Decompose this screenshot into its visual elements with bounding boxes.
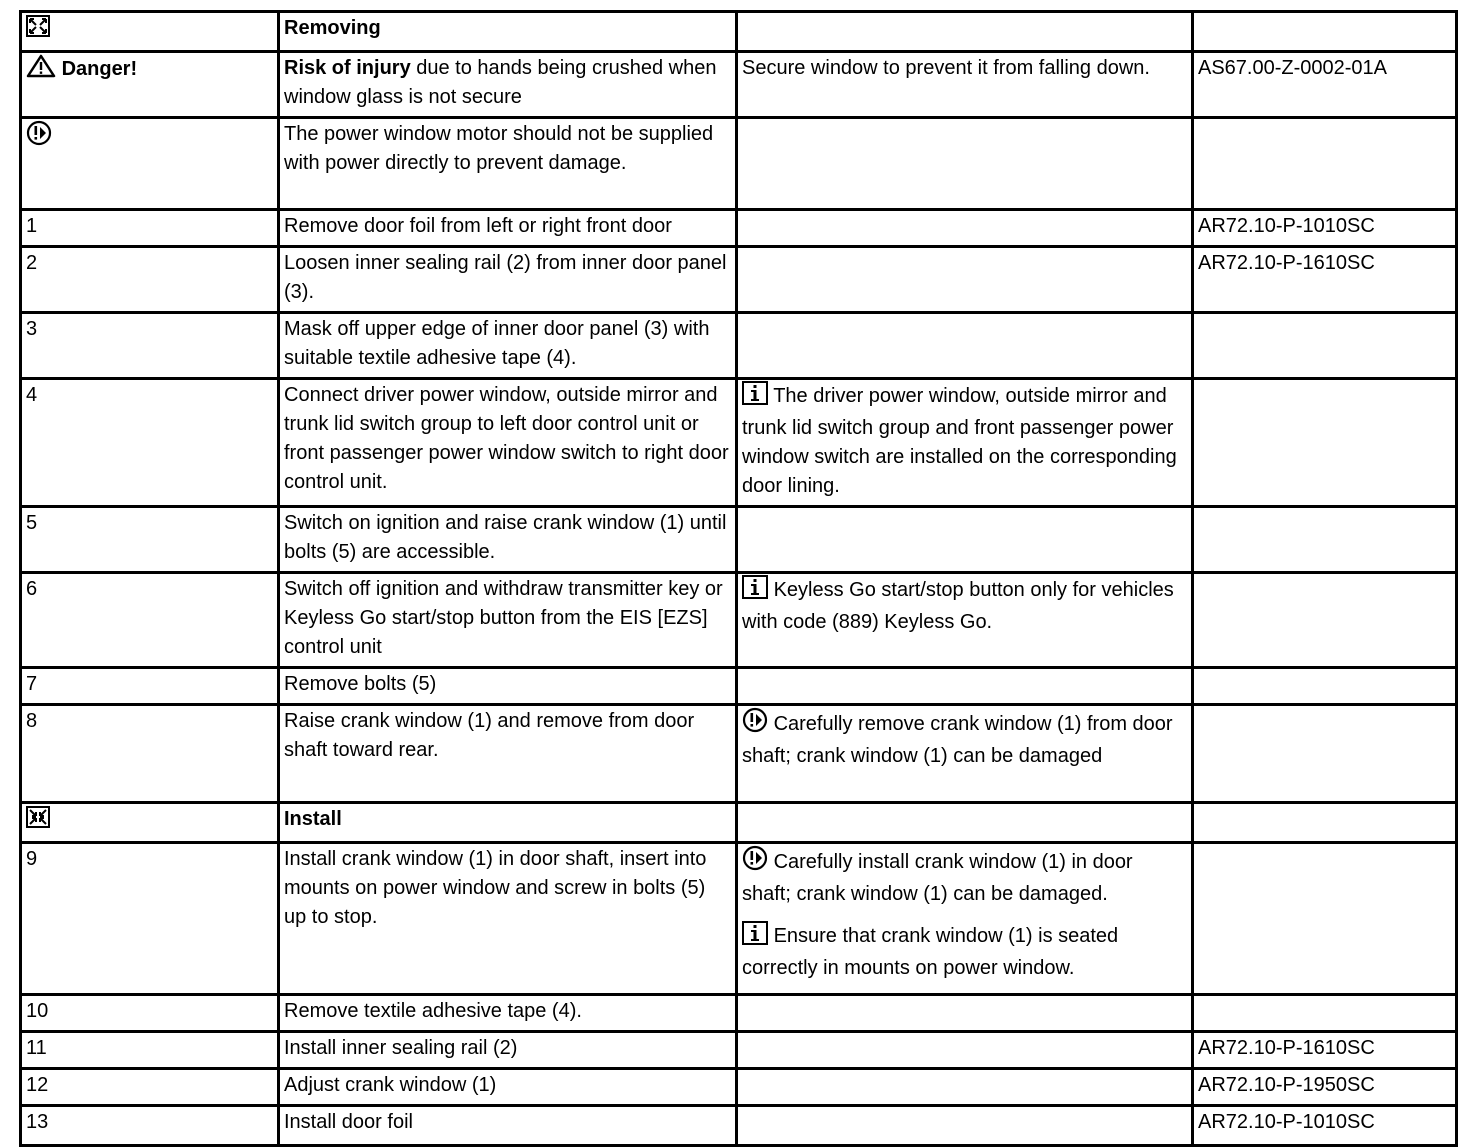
step-note: Keyless Go start/stop button only for vehicles with code (889) Keyless Go. (742, 579, 1174, 633)
danger-row (21, 52, 1457, 118)
step-text: Install inner sealing rail (2) (279, 1032, 737, 1069)
step-ref: AR72.10-P-1950SC (1193, 1069, 1457, 1106)
notice-icon (742, 707, 768, 742)
step-number: 3 (21, 313, 279, 379)
step-row (21, 668, 1457, 705)
step-note: Carefully remove crank window (1) from door shaft; crank window (1) can be damaged (742, 713, 1173, 767)
step-number: 6 (21, 573, 279, 668)
procedure-table (19, 10, 1458, 1147)
step-text: Adjust crank window (1) (279, 1069, 737, 1106)
step-text: Remove bolts (5) (279, 668, 737, 705)
notice-text: The power window motor should not be supplied with power directly to prevent damage. (279, 118, 737, 210)
notice-icon (742, 845, 768, 880)
step-row (21, 1032, 1457, 1069)
step-row (21, 1106, 1457, 1146)
step-row (21, 313, 1457, 379)
step-row (21, 507, 1457, 573)
step-text: Remove textile adhesive tape (4). (279, 995, 737, 1032)
step-ref: AR72.10-P-1010SC (1193, 210, 1457, 247)
step-number: 8 (21, 705, 279, 803)
step-row (21, 247, 1457, 313)
step-number: 9 (21, 843, 279, 995)
notice-row (21, 118, 1457, 210)
risk-label: Risk of injury (284, 57, 411, 79)
step-note-2: Ensure that crank window (1) is seated correctly in mounts on power window. (742, 925, 1119, 979)
info-icon (742, 921, 768, 954)
step-row (21, 379, 1457, 507)
step-number: 10 (21, 995, 279, 1032)
step-number: 13 (21, 1106, 279, 1146)
warning-triangle-icon (26, 54, 56, 87)
step-note: Carefully install crank window (1) in door shaft; crank window (1) can be damaged. (742, 851, 1133, 905)
section-header-removing (21, 12, 1457, 52)
step-row (21, 843, 1457, 995)
section-title: Install (279, 803, 737, 843)
step-ref: AR72.10-P-1010SC (1193, 1106, 1457, 1146)
step-ref: AR72.10-P-1610SC (1193, 247, 1457, 313)
notice-icon (26, 120, 52, 155)
step-row (21, 705, 1457, 803)
info-icon (742, 575, 768, 608)
info-icon (742, 381, 768, 414)
step-text: Connect driver power window, outside mirror and trunk lid switch group to left door control unit or front passenger power window switch to right door control unit. (279, 379, 737, 507)
step-ref: AR72.10-P-1610SC (1193, 1032, 1457, 1069)
step-text: Install door foil (279, 1106, 737, 1146)
section-title: Removing (279, 12, 737, 52)
step-text: Raise crank window (1) and remove from door shaft toward rear. (279, 705, 737, 803)
step-text: Remove door foil from left or right front door (279, 210, 737, 247)
step-row (21, 1069, 1457, 1106)
step-number: 12 (21, 1069, 279, 1106)
danger-ref: AS67.00-Z-0002-01A (1193, 52, 1457, 118)
step-number: 1 (21, 210, 279, 247)
step-note: The driver power window, outside mirror and trunk lid switch group and front passenger power window switch are installed on the corresponding door lining. (742, 385, 1177, 497)
step-number: 11 (21, 1032, 279, 1069)
danger-measure: Secure window to prevent it from falling down. (737, 52, 1193, 118)
step-row (21, 210, 1457, 247)
step-number: 4 (21, 379, 279, 507)
step-row (21, 573, 1457, 668)
step-text: Switch on ignition and raise crank window (1) until bolts (5) are accessible. (279, 507, 737, 573)
risk-text: due to hands being crushed when window glass is not secure (284, 57, 717, 108)
install-icon (26, 806, 50, 837)
section-header-install (21, 803, 1457, 843)
step-row (21, 995, 1457, 1032)
step-text: Install crank window (1) in door shaft, insert into mounts on power window and screw in bolts (5) up to stop. (279, 843, 737, 995)
step-number: 7 (21, 668, 279, 705)
danger-label: Danger! (61, 58, 138, 80)
step-number: 5 (21, 507, 279, 573)
step-text: Mask off upper edge of inner door panel (3) with suitable textile adhesive tape (4). (279, 313, 737, 379)
step-text: Switch off ignition and withdraw transmitter key or Keyless Go start/stop button from the EIS [EZS] control unit (279, 573, 737, 668)
step-text: Loosen inner sealing rail (2) from inner door panel (3). (279, 247, 737, 313)
step-number: 2 (21, 247, 279, 313)
removal-icon (26, 15, 50, 46)
